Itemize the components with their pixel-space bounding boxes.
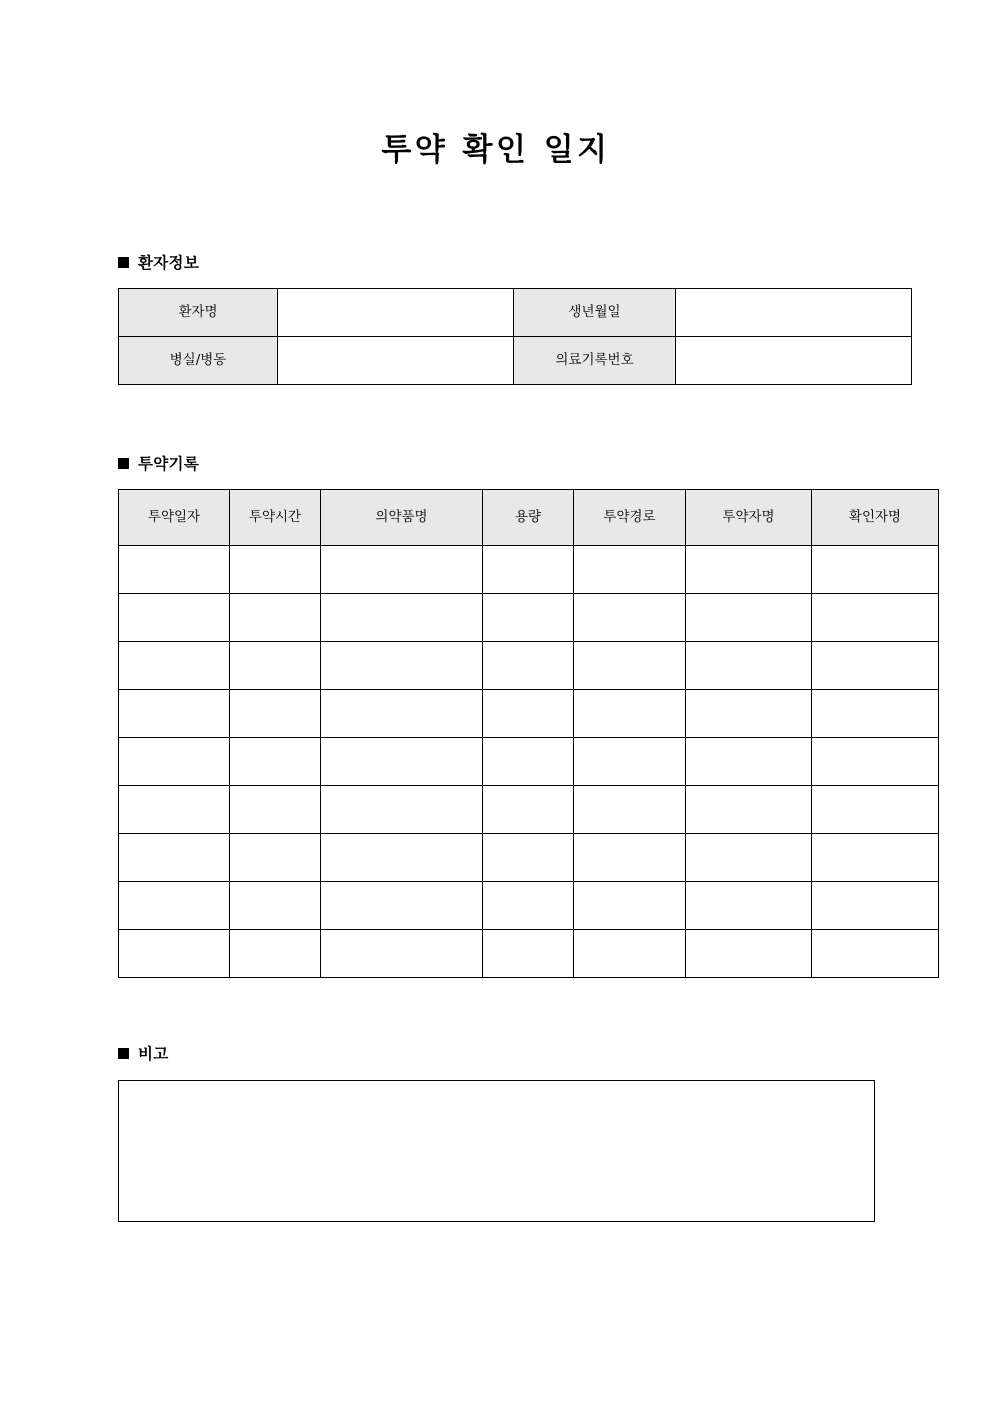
cell-drug-name[interactable] [321, 546, 483, 594]
cell-route[interactable] [574, 930, 686, 978]
cell-medication-time[interactable] [230, 738, 321, 786]
column-header-dose: 용량 [483, 490, 574, 546]
cell-route[interactable] [574, 642, 686, 690]
cell-verifier-name[interactable] [812, 738, 939, 786]
section-heading-label: 투약기록 [138, 455, 200, 473]
cell-medication-time[interactable] [230, 786, 321, 834]
cell-medication-date[interactable] [119, 882, 230, 930]
cell-medication-time[interactable] [230, 834, 321, 882]
cell-administrator-name[interactable] [686, 594, 812, 642]
cell-drug-name[interactable] [321, 786, 483, 834]
table-row [119, 930, 939, 978]
cell-route[interactable] [574, 882, 686, 930]
column-header-drug-name: 의약품명 [321, 490, 483, 546]
cell-medication-date[interactable] [119, 546, 230, 594]
cell-dose[interactable] [483, 882, 574, 930]
cell-route[interactable] [574, 786, 686, 834]
medical-record-number-label: 의료기록번호 [514, 337, 676, 385]
cell-administrator-name[interactable] [686, 690, 812, 738]
table-row [119, 738, 939, 786]
table-row [119, 337, 912, 385]
medication-record-body [119, 546, 939, 978]
cell-medication-time[interactable] [230, 642, 321, 690]
cell-dose[interactable] [483, 834, 574, 882]
cell-route[interactable] [574, 546, 686, 594]
cell-medication-date[interactable] [119, 786, 230, 834]
cell-dose[interactable] [483, 642, 574, 690]
cell-administrator-name[interactable] [686, 930, 812, 978]
table-row [119, 882, 939, 930]
patient-name-label: 환자명 [119, 289, 278, 337]
cell-administrator-name[interactable] [686, 882, 812, 930]
cell-route[interactable] [574, 690, 686, 738]
cell-medication-time[interactable] [230, 930, 321, 978]
section-heading-label: 비고 [138, 1045, 169, 1063]
square-bullet-icon [118, 257, 129, 268]
cell-verifier-name[interactable] [812, 834, 939, 882]
cell-dose[interactable] [483, 738, 574, 786]
table-row [119, 546, 939, 594]
square-bullet-icon [118, 458, 129, 469]
cell-route[interactable] [574, 594, 686, 642]
cell-medication-time[interactable] [230, 882, 321, 930]
medical-record-number-value[interactable] [676, 337, 912, 385]
medication-record-table [118, 489, 939, 978]
cell-route[interactable] [574, 738, 686, 786]
cell-medication-date[interactable] [119, 594, 230, 642]
patient-info-table [118, 288, 912, 385]
cell-administrator-name[interactable] [686, 834, 812, 882]
cell-medication-time[interactable] [230, 690, 321, 738]
table-row [119, 642, 939, 690]
cell-route[interactable] [574, 834, 686, 882]
square-bullet-icon [118, 1048, 129, 1059]
cell-verifier-name[interactable] [812, 786, 939, 834]
cell-verifier-name[interactable] [812, 882, 939, 930]
room-ward-label: 병실/병동 [119, 337, 278, 385]
cell-medication-date[interactable] [119, 834, 230, 882]
cell-medication-time[interactable] [230, 594, 321, 642]
cell-drug-name[interactable] [321, 834, 483, 882]
cell-medication-date[interactable] [119, 690, 230, 738]
table-row [119, 786, 939, 834]
cell-verifier-name[interactable] [812, 642, 939, 690]
table-row [119, 834, 939, 882]
page-title: 투약 확인 일지 [381, 132, 611, 168]
table-row [119, 594, 939, 642]
section-heading-medication-record [118, 452, 199, 474]
cell-drug-name[interactable] [321, 594, 483, 642]
cell-medication-date[interactable] [119, 642, 230, 690]
cell-administrator-name[interactable] [686, 546, 812, 594]
section-heading-label: 환자정보 [138, 254, 200, 272]
column-header-verifier-name: 확인자명 [812, 490, 939, 546]
section-heading-patient-info [118, 251, 199, 273]
cell-verifier-name[interactable] [812, 594, 939, 642]
cell-verifier-name[interactable] [812, 930, 939, 978]
column-header-medication-time: 투약시간 [230, 490, 321, 546]
cell-dose[interactable] [483, 546, 574, 594]
cell-medication-date[interactable] [119, 738, 230, 786]
patient-name-value[interactable] [278, 289, 514, 337]
cell-verifier-name[interactable] [812, 546, 939, 594]
birth-date-label: 생년월일 [514, 289, 676, 337]
cell-drug-name[interactable] [321, 930, 483, 978]
cell-drug-name[interactable] [321, 738, 483, 786]
cell-medication-time[interactable] [230, 546, 321, 594]
cell-drug-name[interactable] [321, 882, 483, 930]
cell-verifier-name[interactable] [812, 690, 939, 738]
section-heading-remarks [118, 1042, 169, 1064]
column-header-medication-date: 투약일자 [119, 490, 230, 546]
cell-dose[interactable] [483, 786, 574, 834]
table-row [119, 690, 939, 738]
table-row [119, 289, 912, 337]
cell-medication-date[interactable] [119, 930, 230, 978]
column-header-administrator-name: 투약자명 [686, 490, 812, 546]
column-header-route: 투약경로 [574, 490, 686, 546]
remarks-textarea[interactable] [118, 1080, 875, 1222]
cell-drug-name[interactable] [321, 690, 483, 738]
cell-drug-name[interactable] [321, 642, 483, 690]
cell-dose[interactable] [483, 594, 574, 642]
birth-date-value[interactable] [676, 289, 912, 337]
room-ward-value[interactable] [278, 337, 514, 385]
cell-administrator-name[interactable] [686, 738, 812, 786]
cell-dose[interactable] [483, 930, 574, 978]
cell-administrator-name[interactable] [686, 786, 812, 834]
cell-administrator-name[interactable] [686, 642, 812, 690]
cell-dose[interactable] [483, 690, 574, 738]
table-header-row [119, 490, 939, 546]
